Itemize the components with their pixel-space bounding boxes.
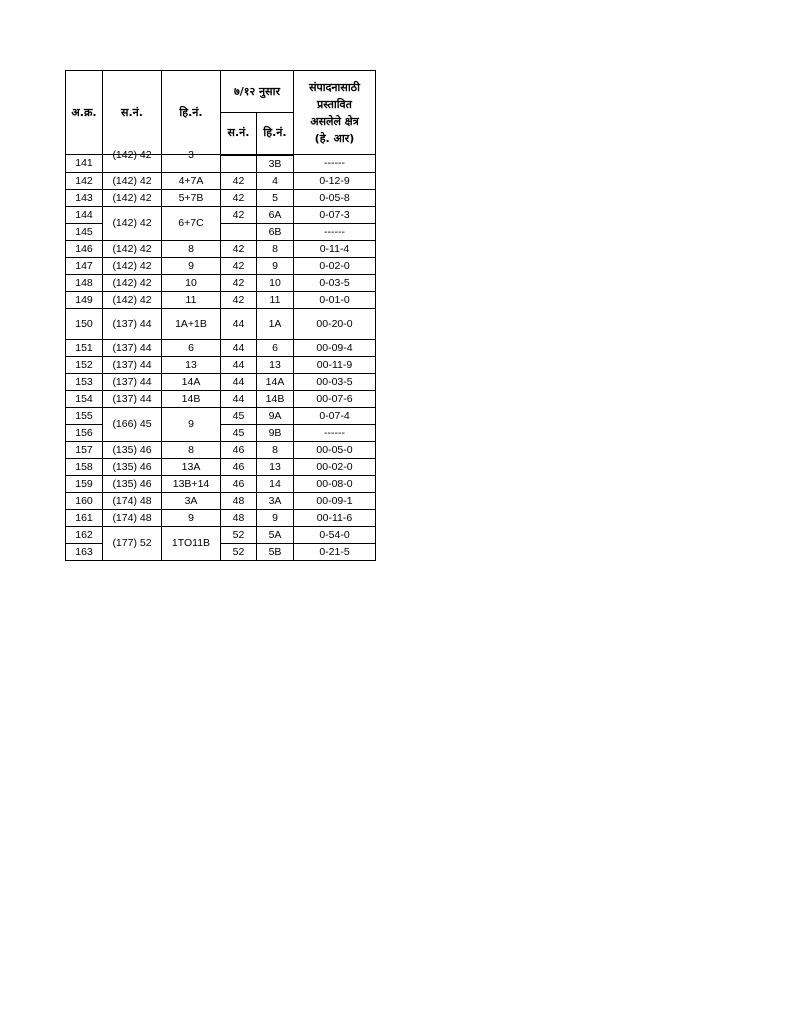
cell-712-hissa: 13 [257, 356, 294, 373]
cell-712-hissa: 9A [257, 407, 294, 424]
cell-712-survey: 42 [221, 274, 257, 291]
table-row-partial [66, 155, 376, 173]
table-row [66, 206, 376, 223]
cell-area: 0-21-5 [294, 543, 376, 560]
table-row [66, 390, 376, 407]
col-header-serial: अ.क्र. [66, 71, 103, 155]
cell-hissa: 3A [162, 492, 221, 509]
cell-area: 00-11-6 [294, 509, 376, 526]
cell-712-survey: 44 [221, 308, 257, 339]
cell-712-hissa: 6 [257, 339, 294, 356]
cell-hissa: 8 [162, 441, 221, 458]
cell-area: 0-54-0 [294, 526, 376, 543]
cell-area: ------ [294, 155, 376, 173]
cell-serial: 143 [66, 189, 103, 206]
cell-712-hissa: 13 [257, 458, 294, 475]
cell-serial: 147 [66, 257, 103, 274]
cell-hissa: 1A+1B [162, 308, 221, 339]
cell-hissa: 14A [162, 373, 221, 390]
col-header-survey-no: स.नं. [103, 71, 162, 155]
cell-survey: (135) 46 [103, 458, 162, 475]
cell-712-hissa: 1A [257, 308, 294, 339]
table-row [66, 441, 376, 458]
cell-area: 0-07-4 [294, 407, 376, 424]
area-header-line-1: संपादनासाठी [309, 80, 360, 94]
cell-712-survey: 42 [221, 172, 257, 189]
col-header-group-712: ७/१२ नुसार [221, 71, 294, 113]
cell-712-hissa: 9 [257, 257, 294, 274]
cell-serial: 153 [66, 373, 103, 390]
cell-serial: 159 [66, 475, 103, 492]
cell-712-hissa: 11 [257, 291, 294, 308]
cell-serial: 156 [66, 424, 103, 441]
cell-712-survey: 48 [221, 492, 257, 509]
cell-712-survey: 42 [221, 206, 257, 223]
cell-712-hissa: 14B [257, 390, 294, 407]
table-row [66, 291, 376, 308]
cell-712-survey: 44 [221, 356, 257, 373]
col-header-712-hissa: हि.नं. [257, 113, 294, 155]
cell-area: 00-03-5 [294, 373, 376, 390]
cell-area: 00-20-0 [294, 308, 376, 339]
cell-area: 0-07-3 [294, 206, 376, 223]
cell-serial: 145 [66, 223, 103, 240]
cell-serial: 163 [66, 543, 103, 560]
cell-712-survey: 44 [221, 373, 257, 390]
table-body [66, 149, 376, 561]
cell-area: 00-09-4 [294, 339, 376, 356]
cell-712-hissa: 5A [257, 526, 294, 543]
cell-serial: 144 [66, 206, 103, 223]
cell-survey: (142) 42 [103, 240, 162, 257]
cell-712-hissa: 5B [257, 543, 294, 560]
cell-712-survey: 46 [221, 475, 257, 492]
cell-712-hissa: 9B [257, 424, 294, 441]
cell-area: 00-05-0 [294, 441, 376, 458]
cell-serial: 157 [66, 441, 103, 458]
cell-area: 0-05-8 [294, 189, 376, 206]
cell-area: 00-08-0 [294, 475, 376, 492]
cell-serial: 151 [66, 339, 103, 356]
cell-survey: (142) 42 [103, 172, 162, 189]
cell-712-hissa: 3A [257, 492, 294, 509]
table-row [66, 339, 376, 356]
cell-hissa: 4+7A [162, 172, 221, 189]
cell-712-survey: 42 [221, 291, 257, 308]
cell-survey-cut [103, 149, 162, 173]
cell-hissa: 13A [162, 458, 221, 475]
table-row [66, 458, 376, 475]
cell-survey: (142) 42 [103, 274, 162, 291]
cell-area: 0-01-0 [294, 291, 376, 308]
cell-survey: (142) 42 [112, 149, 152, 162]
table-row [66, 509, 376, 526]
cell-survey: (137) 44 [103, 356, 162, 373]
cell-712-survey: 46 [221, 458, 257, 475]
cell-712-survey: 52 [221, 526, 257, 543]
cell-area: 0-11-4 [294, 240, 376, 257]
cell-serial: 155 [66, 407, 103, 424]
cell-survey: (174) 48 [103, 492, 162, 509]
cell-serial: 150 [66, 308, 103, 339]
cell-area: 00-09-1 [294, 492, 376, 509]
cell-serial: 161 [66, 509, 103, 526]
cell-survey: (137) 44 [103, 390, 162, 407]
cell-712-hissa: 5 [257, 189, 294, 206]
cell-712-survey: 45 [221, 407, 257, 424]
cell-area: 00-07-6 [294, 390, 376, 407]
cell-712-survey [221, 223, 257, 240]
cell-hissa: 6+7C [162, 206, 221, 240]
cell-712-hissa: 8 [257, 240, 294, 257]
table-row [66, 274, 376, 291]
cell-serial: 141 [66, 155, 103, 173]
table-row [66, 526, 376, 543]
cell-712-survey: 42 [221, 240, 257, 257]
cell-712-survey: 44 [221, 339, 257, 356]
table-header [66, 71, 376, 155]
cell-712-hissa: 6B [257, 223, 294, 240]
cell-712-survey: 46 [221, 441, 257, 458]
cell-serial: 162 [66, 526, 103, 543]
cell-serial: 146 [66, 240, 103, 257]
cell-712-survey: 42 [221, 257, 257, 274]
cell-hissa: 10 [162, 274, 221, 291]
area-header-line-4: (हे. आर) [314, 131, 355, 145]
cell-hissa: 13 [162, 356, 221, 373]
cell-712-hissa: 9 [257, 509, 294, 526]
cell-survey: (135) 46 [103, 475, 162, 492]
table-row [66, 356, 376, 373]
cell-survey: (137) 44 [103, 373, 162, 390]
cell-survey: (137) 44 [103, 308, 162, 339]
cell-712-hissa: 8 [257, 441, 294, 458]
col-header-hissa-no: हि.नं. [162, 71, 221, 155]
cell-survey: (137) 44 [103, 339, 162, 356]
cell-serial: 152 [66, 356, 103, 373]
cell-area: 0-02-0 [294, 257, 376, 274]
table-row [66, 172, 376, 189]
col-header-712-survey: स.नं. [221, 113, 257, 155]
table-row [66, 492, 376, 509]
cell-area: 0-12-9 [294, 172, 376, 189]
cell-hissa: 3 [188, 149, 194, 162]
cell-712-hissa: 6A [257, 206, 294, 223]
cell-survey: (142) 42 [103, 206, 162, 240]
cell-survey: (135) 46 [103, 441, 162, 458]
cell-area: ------ [294, 424, 376, 441]
table-row [66, 240, 376, 257]
cell-survey: (142) 42 [103, 189, 162, 206]
cell-survey: (142) 42 [103, 291, 162, 308]
table-row [66, 308, 376, 339]
cell-hissa: 6 [162, 339, 221, 356]
cell-survey: (166) 45 [103, 407, 162, 441]
col-header-area [294, 71, 376, 155]
cell-712-survey: 44 [221, 390, 257, 407]
cell-survey: (142) 42 [103, 257, 162, 274]
cell-712-survey: 45 [221, 424, 257, 441]
cell-hissa: 9 [162, 257, 221, 274]
table-row [66, 189, 376, 206]
cell-serial: 160 [66, 492, 103, 509]
cell-hissa: 8 [162, 240, 221, 257]
area-header-line-2: प्रस्तावित [317, 97, 352, 111]
cell-hissa-cut [162, 149, 221, 173]
cell-survey: (174) 48 [103, 509, 162, 526]
cell-survey: (177) 52 [103, 526, 162, 560]
cell-712-hissa: 4 [257, 172, 294, 189]
cell-area: ------ [294, 223, 376, 240]
cell-712-hissa: 10 [257, 274, 294, 291]
cell-hissa: 11 [162, 291, 221, 308]
cell-hissa: 13B+14 [162, 475, 221, 492]
cell-area: 0-03-5 [294, 274, 376, 291]
table-row [66, 257, 376, 274]
area-header-line-3: असलेले क्षेत्र [310, 114, 359, 128]
cell-712-hissa: 14 [257, 475, 294, 492]
cell-area: 00-11-9 [294, 356, 376, 373]
cell-area: 00-02-0 [294, 458, 376, 475]
cell-hissa: 14B [162, 390, 221, 407]
cell-serial: 148 [66, 274, 103, 291]
cell-712-survey: 48 [221, 509, 257, 526]
table-row [66, 475, 376, 492]
cell-hissa: 9 [162, 407, 221, 441]
cell-712-survey [221, 155, 257, 173]
cell-serial: 154 [66, 390, 103, 407]
cell-712-survey: 52 [221, 543, 257, 560]
cell-hissa: 1TO11B [162, 526, 221, 560]
cell-hissa: 5+7B [162, 189, 221, 206]
cell-serial: 142 [66, 172, 103, 189]
table-row [66, 407, 376, 424]
cell-hissa: 9 [162, 509, 221, 526]
land-acquisition-table [65, 70, 376, 561]
cell-712-survey: 42 [221, 189, 257, 206]
cell-712-hissa: 14A [257, 373, 294, 390]
cell-712-hissa: 3B [257, 155, 294, 173]
cell-serial: 149 [66, 291, 103, 308]
table-row [66, 373, 376, 390]
cell-serial: 158 [66, 458, 103, 475]
